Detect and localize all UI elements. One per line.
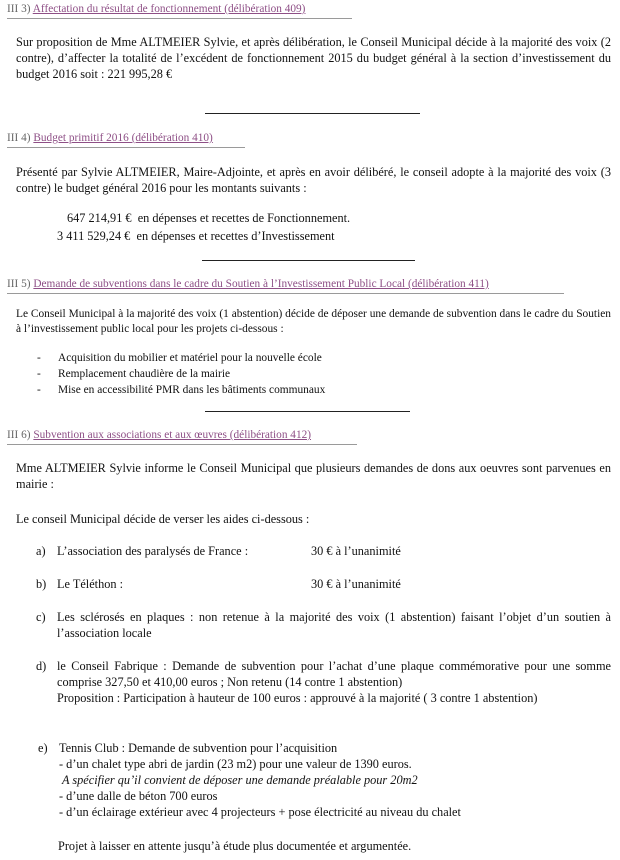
item-b (36, 576, 611, 592)
section-4-heading-rule (7, 147, 245, 148)
item-a-amount: 30 € à l’unanimité (311, 544, 401, 558)
amount-investissement (57, 229, 335, 244)
separator-3 (205, 411, 410, 412)
section-6-number: III 6) (7, 429, 31, 441)
item-e-note: A spécifier qu’il convient de déposer une demande préalable pour 20m2 (62, 773, 418, 787)
amount-fonctionnement-label: en dépenses et recettes de Fonctionnement. (137, 211, 351, 225)
amount-fonctionnement-value: 647 214,91 € (67, 211, 132, 225)
amount-investissement-label: en dépenses et recettes d’Investissement (136, 229, 335, 243)
item-b-label: b) (36, 577, 47, 591)
section-6-intro: Mme ALTMEIER Sylvie informe le Conseil Municipal que plusieurs demandes de dons aux oeuvres sont parvenues en mairie : (16, 461, 611, 491)
section-3-heading (7, 3, 305, 15)
item-e (38, 740, 608, 820)
amount-investissement-value: 3 411 529,24 € (57, 229, 131, 243)
bullet-text: Acquisition du mobilier et matériel pour la nouvelle école (58, 352, 322, 364)
item-e-line: - d’une dalle de béton 700 euros (59, 789, 218, 803)
section-3-heading-rule (7, 18, 352, 19)
item-a-name: L’association des paralysés de France : (57, 544, 249, 558)
section-6-heading-rule (7, 444, 357, 445)
item-a (36, 543, 611, 559)
section-3-number: III 3) (7, 3, 31, 15)
item-c-label: c) (36, 610, 46, 624)
bullet-text: Remplacement chaudière de la mairie (58, 368, 231, 380)
item-d-proposition: Proposition : Participation à hauteur de 100 euros : approuvé à la majorité ( 3 contre 1 abstention) (57, 691, 538, 705)
bullet-dash: - (37, 384, 41, 396)
bullet-text: Mise en accessibilité PMR dans les bâtiments communaux (58, 384, 326, 396)
item-a-label: a) (36, 544, 46, 558)
bullet-dash: - (37, 368, 41, 380)
item-e-line: - d’un éclairage extérieur avec 4 projecteurs + pose électricité au niveau du chalet (59, 805, 461, 819)
item-e-label: e) (38, 741, 48, 755)
amount-fonctionnement (67, 211, 350, 226)
bullet-dash: - (37, 352, 41, 364)
item-e-title: Tennis Club : Demande de subvention pour l’acquisition (59, 741, 338, 755)
section-4-title: Budget primitif 2016 (délibération 410) (33, 132, 213, 144)
section-5-heading-rule (7, 293, 564, 294)
section-5-title: Demande de subventions dans le cadre du Soutien à l’Investissement Public Local (délibération 411) (33, 278, 489, 290)
section-6-decide: Le conseil Municipal décide de verser les aides ci-dessous : (16, 512, 310, 526)
separator-2 (202, 260, 415, 261)
section-3-title: Affectation du résultat de fonctionnement (délibération 409) (32, 3, 306, 15)
section-4-number: III 4) (7, 132, 31, 144)
section-5-number: III 5) (7, 278, 31, 290)
section-5-text: Le Conseil Municipal à la majorité des voix (1 abstention) décide de déposer une demande de subvention dans le cadre du Soutien à l’investissement public local pour les projets ci-dessous : (16, 308, 611, 335)
section-5-heading (7, 278, 489, 290)
section-3-text: Sur proposition de Mme ALTMEIER Sylvie, et après délibération, le Conseil Municipal décide à la majorité des voix (2 contre), d’affecter la totalité de l’excédent de fonctionnement 2015 du budget général à la section d’investissement du budget 2016 soit : 221 995,28 € (16, 35, 611, 81)
closing-text: Projet à laisser en attente jusqu’à étude plus documentée et argumentée. (58, 839, 412, 853)
item-d (36, 658, 611, 722)
item-b-amount: 30 € à l’unanimité (311, 577, 401, 591)
item-d-label: d) (36, 659, 47, 673)
section-6-heading (7, 429, 311, 441)
item-b-name: Le Téléthon : (57, 577, 124, 591)
section-6-title: Subvention aux associations et aux œuvres (délibération 412) (33, 429, 312, 441)
item-e-line: - d’un chalet type abri de jardin (23 m2) pour une valeur de 1390 euros. (59, 757, 412, 771)
item-d-text: le Conseil Fabrique : Demande de subvention pour l’achat d’une plaque commémorative pour une somme comprise 327,50 et 410,00 euros ; Non retenu (14 contre 1 abstention) (57, 659, 611, 689)
separator-1 (205, 113, 420, 114)
section-4-text: Présenté par Sylvie ALTMEIER, Maire-Adjointe, et après en avoir délibéré, le conseil adopte à la majorité des voix (3 contre) le budget général 2016 pour les montants suivants : (16, 165, 611, 195)
item-c (36, 609, 611, 641)
section-4-heading (7, 132, 213, 144)
item-c-text: Les sclérosés en plaques : non retenue à la majorité des voix (1 abstention) faisant l’objet d’un soutien à l’association locale (57, 610, 611, 640)
